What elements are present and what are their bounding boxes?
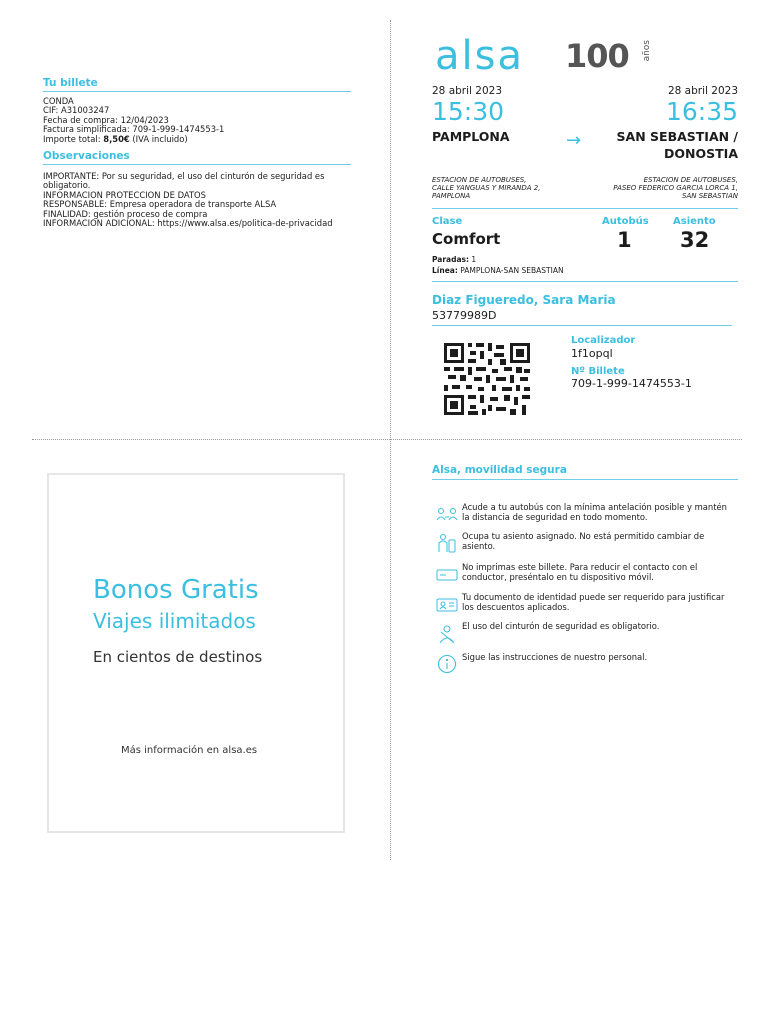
destination-city-line: DONOSTIA xyxy=(664,146,738,161)
promo-title: Bonos Gratis xyxy=(93,575,259,605)
origin-address-line: PAMPLONA xyxy=(432,192,471,201)
destination-address-line: SAN SEBASTIAN xyxy=(682,192,738,201)
destination-city-line: SAN SEBASTIAN / xyxy=(616,129,738,144)
safety-tip-line: Ocupa tu asiento asignado. No está permitido cambiar de xyxy=(462,531,705,541)
billete-value: 709-1-999-1474553-1 xyxy=(571,377,692,390)
vertical-fold-line xyxy=(390,20,391,860)
origin-city: PAMPLONA xyxy=(432,129,510,144)
divider xyxy=(432,325,732,326)
ticket-icon xyxy=(436,565,458,585)
paradas-line xyxy=(432,255,476,264)
observacion-line: FINALIDAD: gestión proceso de compra xyxy=(43,208,208,219)
asiento-value: 32 xyxy=(680,228,710,252)
passenger-name: Diaz Figueredo, Sara Maria xyxy=(432,293,616,307)
safety-tip-line: los descuentos aplicados. xyxy=(462,602,570,612)
passenger-document: 53779989D xyxy=(432,309,497,322)
observacion-line: INFORMACION ADICIONAL: https://www.alsa.es/politica-de-privacidad xyxy=(43,218,333,229)
destination-address xyxy=(613,176,738,201)
alsa-logo-text: alsa xyxy=(435,33,524,79)
seat-icon xyxy=(436,533,458,553)
promo-subtitle: Viajes ilimitados xyxy=(93,609,256,633)
safety-tip xyxy=(462,562,752,582)
linea-value: PAMPLONA-SAN SEBASTIAN xyxy=(457,266,564,275)
importe-prefix: Importe total: xyxy=(43,133,104,144)
promo-destinations: En cientos de destinos xyxy=(93,648,263,666)
safety-tip-line: asiento. xyxy=(462,541,496,551)
destination-city xyxy=(617,128,738,162)
distance-icon xyxy=(436,505,458,525)
safety-tip xyxy=(462,592,752,612)
safety-tip-line: Sigue las instrucciones de nuestro personal. xyxy=(462,652,648,662)
anos-logo-text: años xyxy=(642,40,652,62)
safety-tip xyxy=(462,531,752,551)
origin-address-line: ESTACION DE AUTOBUSES, xyxy=(432,176,527,184)
safety-tip-line: la distancia de seguridad en todo momento. xyxy=(462,512,648,522)
paradas-label: Paradas: xyxy=(432,255,470,264)
departure-time: 15:30 xyxy=(432,97,505,126)
seatbelt-icon xyxy=(436,624,458,644)
divider xyxy=(432,479,738,480)
billete-label: Nº Billete xyxy=(571,366,625,377)
autobus-label: Autobús xyxy=(602,216,649,227)
linea-line xyxy=(432,266,564,275)
divider xyxy=(432,281,738,282)
divider xyxy=(43,91,351,92)
safety-tip xyxy=(462,621,752,631)
destination-date: 28 abril 2023 xyxy=(667,85,738,97)
observacion-line: obligatorio. xyxy=(43,180,91,191)
info-icon xyxy=(436,654,458,674)
observaciones-text xyxy=(43,172,333,228)
company-info xyxy=(43,97,224,144)
importe-value: 8,50€ xyxy=(103,133,130,144)
divider xyxy=(432,208,738,209)
autobus-value: 1 xyxy=(617,228,632,252)
safety-tip-line: El uso del cinturón de seguridad es obligatorio. xyxy=(462,621,660,631)
arrival-time: 16:35 xyxy=(665,97,738,126)
destination-address-line: PASEO FEDERICO GARCIA LORCA 1, xyxy=(613,184,738,193)
origin-address xyxy=(432,176,540,201)
safety-tip-line: conductor, preséntalo en tu dispositivo móvil. xyxy=(462,572,654,582)
tu-billete-title: Tu billete xyxy=(43,77,98,89)
arrow-right-icon: → xyxy=(566,130,582,151)
company-line: Fecha de compra: 12/04/2023 xyxy=(43,114,169,125)
horizontal-fold-line xyxy=(32,439,742,440)
company-line: CONDA xyxy=(43,96,74,106)
localizador-value: 1f1opql xyxy=(571,347,613,360)
safety-tip-line: Acude a tu autobús con la mínima antelación posible y mantén xyxy=(462,502,727,512)
safety-title: Alsa, movilidad segura xyxy=(432,464,567,476)
company-line: CIF: A31003247 xyxy=(43,105,110,116)
observacion-line: INFORMACION PROTECCION DE DATOS xyxy=(43,189,206,200)
importe-line xyxy=(43,135,224,144)
clase-label: Clase xyxy=(432,216,463,227)
id-card-icon xyxy=(436,595,458,615)
destination-address-line: ESTACION DE AUTOBUSES, xyxy=(643,176,738,184)
promo-more-info: Más información en alsa.es xyxy=(121,745,258,756)
clase-value: Comfort xyxy=(432,230,501,248)
importe-suffix: (IVA incluido) xyxy=(129,133,188,144)
paradas-value: 1 xyxy=(469,255,477,264)
observacion-line: RESPONSABLE: Empresa operadora de transporte ALSA xyxy=(43,199,277,210)
divider xyxy=(43,164,351,165)
promo-box xyxy=(47,473,345,833)
origin-date: 28 abril 2023 xyxy=(432,85,503,97)
safety-tip-line: Tu documento de identidad puede ser requerido para justificar xyxy=(462,592,725,602)
qr-code-icon xyxy=(444,343,530,415)
observacion-line: IMPORTANTE: Por su seguridad, el uso del cinturón de seguridad es xyxy=(43,171,325,181)
observaciones-title: Observaciones xyxy=(43,150,130,162)
asiento-label: Asiento xyxy=(673,216,716,227)
safety-tip-line: No imprimas este billete. Para reducir el contacto con el xyxy=(462,562,698,572)
safety-tip xyxy=(462,502,752,522)
safety-tip xyxy=(462,652,752,662)
years-logo-text: 100 xyxy=(565,37,629,75)
linea-label: Línea: xyxy=(432,266,458,275)
localizador-label: Localizador xyxy=(571,335,636,346)
origin-address-line: CALLE YANGUAS Y MIRANDA 2, xyxy=(432,184,541,193)
company-line: Factura simplificada: 709-1-999-1474553-1 xyxy=(43,124,225,135)
